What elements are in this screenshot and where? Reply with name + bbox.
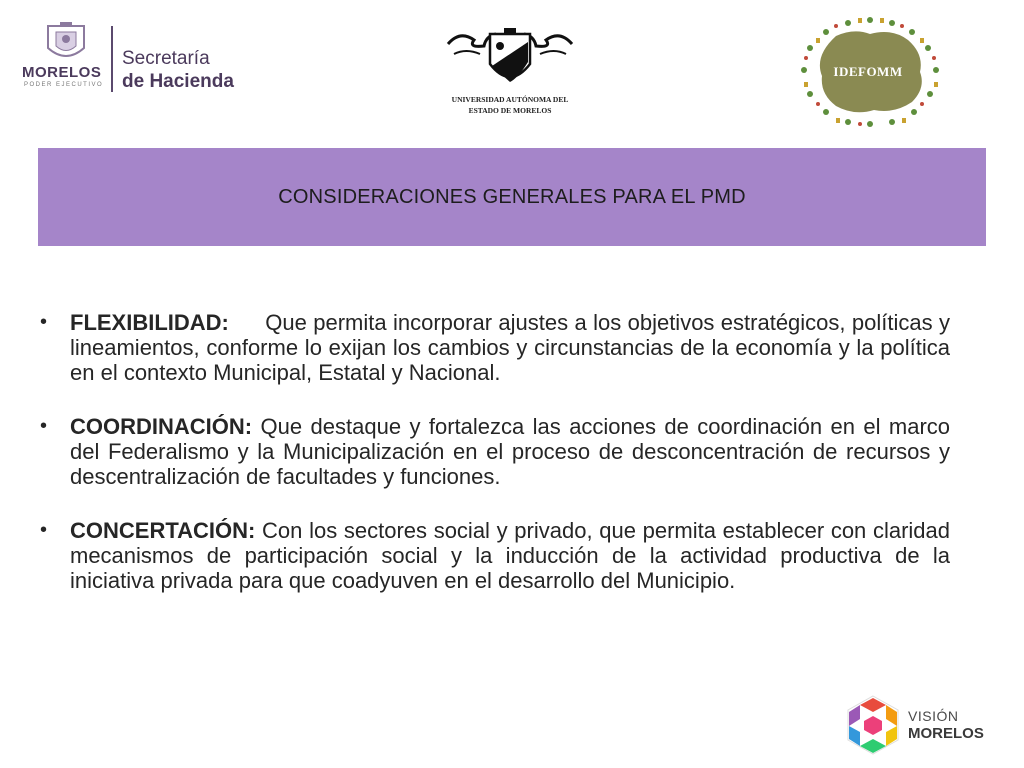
morelos-wordmark: MORELOS (22, 64, 102, 81)
uaem-name (440, 94, 580, 116)
logo-divider (111, 26, 113, 92)
vision-morelos-logo (842, 694, 1002, 756)
morelos-subword: PODER EJECUTIVO (24, 82, 104, 88)
list-item-term: COORDINACIÓN: (70, 414, 253, 439)
hacienda-label: de Hacienda (122, 71, 234, 92)
uaem-logo (440, 28, 580, 120)
bullet-icon: • (40, 519, 48, 541)
list-item-flexibilidad (40, 310, 950, 385)
list-item-text: Que destaque y fortalezca las acciones de coordinación en el marco del Federalismo y la Municipalización en el proceso de desconcentración de recursos y descentralización de facultades y funciones. (70, 414, 950, 489)
idefomm-logo (796, 14, 944, 130)
morelos-hacienda-logo (18, 22, 248, 94)
bullet-icon: • (40, 311, 48, 333)
vision-word: VISIÓN (908, 708, 959, 724)
idefomm-label: IDEFOMM (833, 64, 903, 79)
list-item-term: FLEXIBILIDAD: (70, 310, 229, 335)
morelos-crest-icon (36, 22, 96, 64)
uaem-name-line1: UNIVERSIDAD AUTÓNOMA DEL (451, 95, 569, 104)
title-band (38, 148, 986, 246)
secretaria-label: Secretaría (122, 48, 210, 69)
list-item-term: CONCERTACIÓN: (70, 518, 256, 543)
vision-hexagon-icon (842, 694, 904, 756)
vision-morelos-word: MORELOS (908, 725, 984, 742)
considerations-list (40, 310, 950, 622)
list-item-coordinacion (40, 414, 950, 489)
uaem-name-line2: ESTADO DE MORELOS (468, 106, 552, 115)
list-item-concertacion (40, 518, 950, 593)
bullet-icon: • (40, 415, 48, 437)
page-title: CONSIDERACIONES GENERALES PARA EL PMD (278, 186, 746, 208)
list-item-text: Con los sectores social y privado, que permita establecer con claridad mecanismos de participación social y la inducción de la actividad productiva de la iniciativa privada para que coadyuven en el desarrollo del Municipio. (70, 518, 951, 593)
uaem-crest-icon (440, 28, 580, 92)
list-item-text: Que permita incorporar ajustes a los objetivos estratégicos, políticas y lineamientos, conforme lo exijan los cambios y circunstancias de la economía y la política en el contexto Municipal, Estatal y Nacional. (70, 310, 950, 385)
